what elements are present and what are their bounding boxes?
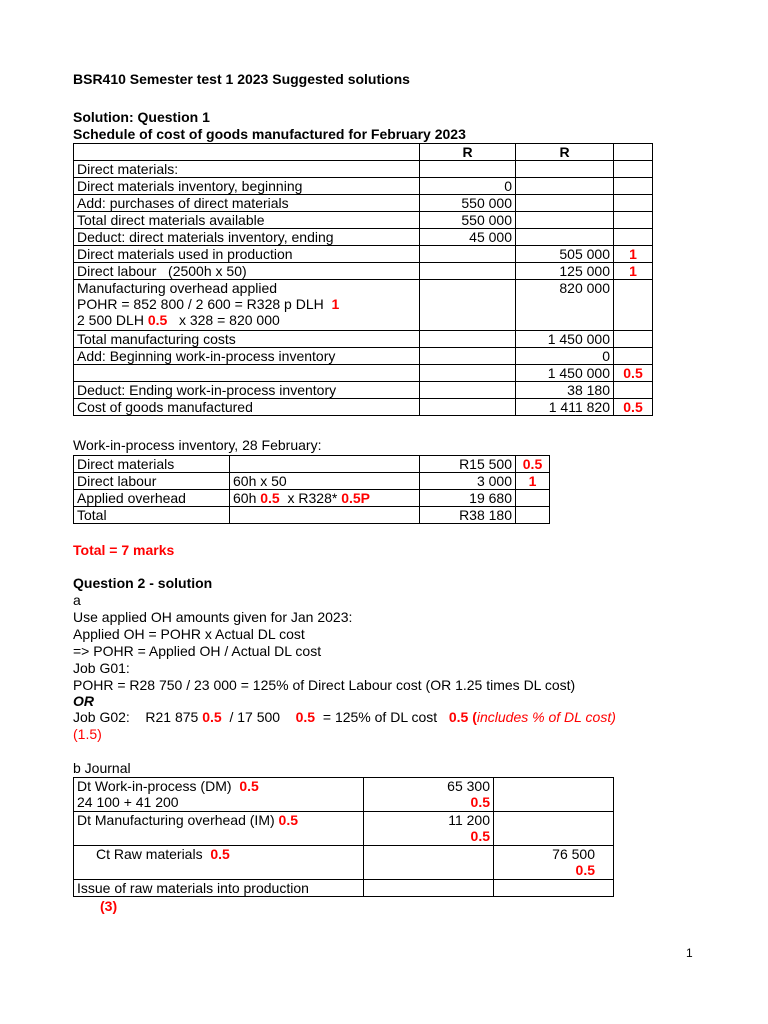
- or-label: OR: [73, 693, 94, 709]
- row-value-2: [516, 195, 614, 212]
- wip-table: [73, 455, 550, 524]
- row-value-1: [420, 246, 516, 263]
- table-row: [74, 399, 653, 416]
- q2-text-line: Applied OH = POHR x Actual DL cost: [73, 626, 305, 642]
- wip-calc: [230, 490, 420, 507]
- row-label: Direct materials inventory, beginning: [74, 178, 420, 195]
- row-value-1: 0: [420, 178, 516, 195]
- mark: 0.5: [470, 794, 490, 810]
- table-row: [74, 880, 614, 897]
- g02-prefix: Job G02: R21 875: [73, 709, 199, 725]
- journal-desc: [74, 778, 364, 812]
- wip-amount: 3 000: [420, 473, 516, 490]
- q2-text-line: Job G01:: [73, 660, 130, 676]
- mark: 0.5: [575, 862, 595, 878]
- table-row: [74, 473, 550, 490]
- wip-mark: 0.5: [516, 456, 550, 473]
- paren: (: [472, 709, 477, 725]
- journal-marks: (3): [100, 898, 118, 914]
- row-value-1: [420, 263, 516, 280]
- journal-desc: [74, 846, 364, 880]
- header-blank: [74, 144, 420, 161]
- row-mark: [614, 178, 653, 195]
- row-label: Direct materials:: [74, 161, 420, 178]
- credit-amount: 76 500: [552, 846, 595, 862]
- row-mark: 0.5: [614, 365, 653, 382]
- wip-calc: [230, 507, 420, 524]
- row-label: Total manufacturing costs: [74, 331, 420, 348]
- row-mark: [614, 348, 653, 365]
- mark: 0.5: [202, 709, 222, 725]
- journal-debit: [364, 880, 494, 897]
- table-row: [74, 812, 614, 846]
- table-row: [74, 195, 653, 212]
- row-mark: [614, 195, 653, 212]
- row-label: [74, 365, 420, 382]
- row-value-2: [516, 161, 614, 178]
- row-label: Direct labour (2500h x 50): [74, 263, 420, 280]
- wip-calc: [230, 456, 420, 473]
- column-header-r2: R: [516, 144, 614, 161]
- wip-amount: 19 680: [420, 490, 516, 507]
- mark: 0.5: [239, 778, 259, 794]
- mark: 0.5: [147, 312, 168, 328]
- row-mark: 1: [614, 263, 653, 280]
- table-row: [74, 348, 653, 365]
- table-row: [74, 280, 653, 331]
- table-row: [74, 331, 653, 348]
- table-row: [74, 382, 653, 399]
- column-header-r1: R: [420, 144, 516, 161]
- row-label: Direct materials used in production: [74, 246, 420, 263]
- mark: 0.5: [210, 846, 230, 862]
- row-value-1: [420, 331, 516, 348]
- journal-narration: Issue of raw materials into production: [74, 880, 364, 897]
- row-mark: [614, 212, 653, 229]
- q2a-marks: (1.5): [73, 726, 102, 742]
- q2-text-line: => POHR = Applied OH / Actual DL cost: [73, 643, 322, 659]
- row-value-2: 820 000: [516, 280, 614, 331]
- row-label: Add: Beginning work-in-process inventory: [74, 348, 420, 365]
- header-mark-blank: [614, 144, 653, 161]
- row-value-1: [420, 348, 516, 365]
- table-header-row: [74, 144, 653, 161]
- overhead-calc: x 328 = 820 000: [178, 312, 280, 328]
- q1-total-marks: Total = 7 marks: [73, 542, 175, 558]
- journal-debit: [364, 812, 494, 846]
- overhead-line-3: [77, 312, 416, 328]
- row-label: Total direct materials available: [74, 212, 420, 229]
- part-a-label: a: [73, 592, 81, 608]
- table-row: [74, 365, 653, 382]
- wip-mark: 1: [516, 473, 550, 490]
- overhead-line-2: [77, 296, 416, 312]
- journal-credit: [494, 778, 614, 812]
- dlh-text: 2 500 DLH: [77, 312, 144, 328]
- g02-suffix: = 125% of DL cost: [322, 709, 438, 725]
- q1-heading: Solution: Question 1: [73, 109, 210, 125]
- rate-text: x R328*: [287, 490, 338, 506]
- row-value-1: [420, 399, 516, 416]
- wip-title: Work-in-process inventory, 28 February:: [73, 437, 322, 453]
- wip-label: Direct labour: [74, 473, 230, 490]
- row-value-2: [516, 178, 614, 195]
- wip-mark: [516, 507, 550, 524]
- part-b-label: b Journal: [73, 760, 131, 776]
- row-value-2: 0: [516, 348, 614, 365]
- row-label: Deduct: direct materials inventory, ending: [74, 229, 420, 246]
- q2-text-line: POHR = R28 750 / 23 000 = 125% of Direct Labour cost (OR 1.25 times DL cost): [73, 677, 576, 693]
- mark: 0.5: [295, 709, 316, 725]
- table-row: [74, 178, 653, 195]
- g02-note: includes % of DL cost): [476, 709, 616, 725]
- row-value-2: 1 411 820: [516, 399, 614, 416]
- wip-label: Applied overhead: [74, 490, 230, 507]
- schedule-title: Schedule of cost of goods manufactured for February 2023: [73, 126, 466, 142]
- journal-credit: [494, 846, 614, 880]
- row-mark: 0.5: [614, 399, 653, 416]
- journal-debit: [364, 846, 494, 880]
- row-label-multiline: [74, 280, 420, 331]
- q2-text-line: Use applied OH amounts given for Jan 2023:: [73, 609, 353, 625]
- debit-amount: 11 200: [448, 812, 490, 828]
- table-row: [74, 846, 614, 880]
- wip-label: Total: [74, 507, 230, 524]
- row-value-1: [420, 382, 516, 399]
- mark: 0.5: [278, 812, 298, 828]
- overhead-line-1: Manufacturing overhead applied: [77, 280, 278, 296]
- mark: 0.5P: [341, 490, 371, 506]
- table-row: [74, 456, 550, 473]
- journal-debit: [364, 778, 494, 812]
- row-value-1: [420, 365, 516, 382]
- row-value-2: 1 450 000: [516, 365, 614, 382]
- page-number: 1: [686, 946, 693, 960]
- mark: 0.5: [260, 490, 280, 506]
- journal-account: Dt Work-in-process (DM): [77, 778, 232, 794]
- journal-account: Dt Manufacturing overhead (IM): [77, 812, 275, 828]
- table-row: [74, 212, 653, 229]
- row-value-2: 125 000: [516, 263, 614, 280]
- table-row: [74, 263, 653, 280]
- schedule-table: [73, 143, 653, 416]
- row-mark: [614, 229, 653, 246]
- mark: 0.5: [470, 828, 490, 844]
- row-value-2: [516, 229, 614, 246]
- wip-calc: 60h x 50: [230, 473, 420, 490]
- row-value-2: 38 180: [516, 382, 614, 399]
- journal-desc: [74, 812, 364, 846]
- row-mark: [614, 161, 653, 178]
- mark: 1: [331, 296, 340, 312]
- wip-amount: R15 500: [420, 456, 516, 473]
- wip-label: Direct materials: [74, 456, 230, 473]
- wip-amount: R38 180: [420, 507, 516, 524]
- row-value-1: 45 000: [420, 229, 516, 246]
- table-row: [74, 246, 653, 263]
- row-value-2: 1 450 000: [516, 331, 614, 348]
- journal-calc: 24 100 + 41 200: [77, 794, 179, 810]
- table-row: [74, 229, 653, 246]
- q2-heading: Question 2 - solution: [73, 575, 213, 591]
- hours-text: 60h: [233, 490, 257, 506]
- table-row: [74, 490, 550, 507]
- debit-amount: 65 300: [447, 778, 490, 794]
- table-row: [74, 778, 614, 812]
- row-label: Add: purchases of direct materials: [74, 195, 420, 212]
- row-mark: [614, 331, 653, 348]
- row-mark: 1: [614, 246, 653, 263]
- mark: 0.5: [448, 709, 469, 725]
- row-value-1: [420, 280, 516, 331]
- journal-credit: [494, 812, 614, 846]
- table-row: [74, 161, 653, 178]
- journal-credit: [494, 880, 614, 897]
- job-g02-line: [73, 709, 616, 726]
- row-label: Deduct: Ending work-in-process inventory: [74, 382, 420, 399]
- row-mark: [614, 382, 653, 399]
- row-value-1: 550 000: [420, 195, 516, 212]
- row-mark: [614, 280, 653, 331]
- wip-mark: [516, 490, 550, 507]
- row-label: Cost of goods manufactured: [74, 399, 420, 416]
- table-row: [74, 507, 550, 524]
- row-value-1: 550 000: [420, 212, 516, 229]
- pohr-calc: POHR = 852 800 / 2 600 = R328 p DLH: [77, 296, 324, 312]
- row-value-2: 505 000: [516, 246, 614, 263]
- g02-mid: / 17 500: [229, 709, 281, 725]
- row-value-2: [516, 212, 614, 229]
- journal-account: Ct Raw materials: [96, 846, 203, 862]
- document-title: BSR410 Semester test 1 2023 Suggested solutions: [73, 71, 410, 87]
- row-value-1: [420, 161, 516, 178]
- journal-table: [73, 777, 614, 897]
